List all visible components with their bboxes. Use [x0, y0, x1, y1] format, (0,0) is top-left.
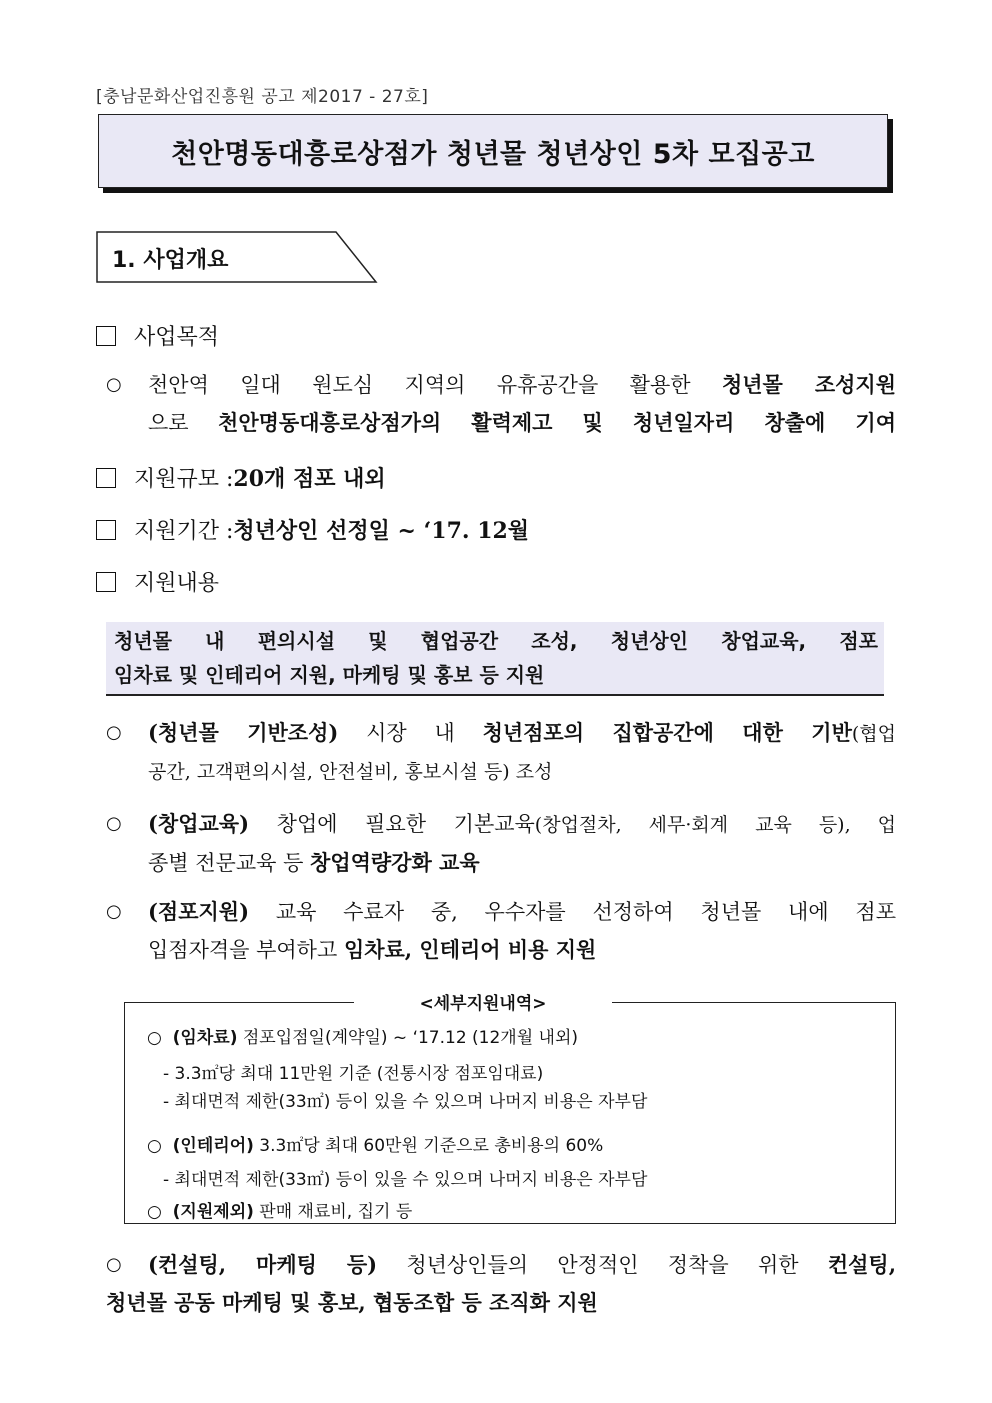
content-label: 지원내용	[134, 571, 220, 596]
item-emphasis-2: 임차료, 인테리어 비용 지원	[343, 937, 597, 962]
item-emphasis: 컨설팅,	[827, 1252, 897, 1277]
purpose-text: 천안역 일대 원도심 지역의 유휴공간을 활용한	[148, 373, 722, 397]
item-consulting	[106, 1246, 896, 1322]
item-mall-foundation	[106, 714, 896, 791]
detail-rent-text: 점포입점일(계약일) ~ ‘17.12 (12개월 내외)	[237, 1028, 579, 1048]
small-circle-bullet-icon: ○	[147, 1202, 162, 1222]
item-store-support	[106, 893, 896, 969]
circle-bullet-icon: ○	[106, 1254, 122, 1275]
item-emphasis: 청년점포의 집합공간에 대한 기반	[482, 720, 852, 745]
notice-number: [충남문화산업진흥원 공고 제2017 - 27호]	[96, 87, 429, 107]
item-head: (청년몰 기반조성)	[148, 720, 339, 745]
detail-interior-sub: - 최대면적 제한(33㎡) 등이 있을 수 있으며 나머지 비용은 자부담	[163, 1170, 648, 1190]
item-text-2: 종별 전문교육 등	[148, 851, 311, 875]
detail-rent-head: (임차료)	[172, 1028, 238, 1048]
circle-bullet-icon: ○	[106, 813, 122, 834]
period-heading	[96, 514, 529, 545]
checkbox-square-icon	[96, 520, 116, 540]
circle-bullet-icon: ○	[106, 901, 122, 922]
section-heading	[96, 231, 378, 283]
detail-exclusion-head: (지원제외)	[172, 1202, 254, 1222]
item-paren: (협업	[851, 723, 897, 745]
item-text-2: 청년몰 공동 마케팅 및 홍보, 협동조합 등 조직화 지원	[106, 1290, 598, 1315]
item-text-2: 입점자격을 부여하고	[148, 938, 344, 962]
item-text: 청년상인들의 안정적인 정착을 위한	[377, 1253, 828, 1277]
detail-interior	[147, 1131, 603, 1156]
period-label: 지원기간 :	[134, 519, 234, 544]
item-head: (점포지원)	[148, 899, 250, 924]
detail-exclusion-text: 판매 재료비, 집기 등	[253, 1202, 413, 1222]
item-emphasis-2: 창업역량강화 교육	[310, 850, 480, 875]
item-head: (컨설팅, 마케팅 등)	[148, 1252, 378, 1277]
circle-bullet-icon: ○	[106, 374, 122, 395]
period-value: 청년상인 선정일 ~ ‘17. 12월	[233, 518, 530, 544]
item-text: 창업에 필요한 기본교육	[249, 812, 535, 836]
purpose-heading	[96, 320, 219, 351]
detail-interior-head: (인테리어)	[172, 1136, 254, 1156]
item-text-2: 공간, 고객편의시설, 안전설비, 홍보시설 등) 조성	[148, 761, 553, 783]
small-circle-bullet-icon: ○	[147, 1028, 162, 1048]
section-heading-label: 1. 사업개요	[112, 248, 229, 273]
detail-rent	[147, 1023, 578, 1048]
content-heading	[96, 566, 219, 597]
detail-exclusion	[147, 1197, 412, 1222]
scale-heading	[96, 462, 386, 493]
title-box	[98, 114, 888, 188]
content-summary-box	[106, 622, 884, 696]
item-head: (창업교육)	[148, 811, 250, 836]
small-circle-bullet-icon: ○	[147, 1136, 162, 1156]
purpose-text-2: 으로	[148, 411, 219, 435]
scale-label: 지원규모 :	[134, 467, 234, 492]
detail-rent-sub-1: - 3.3㎡당 최대 11만원 기준 (전통시장 점포임대료)	[163, 1064, 544, 1084]
purpose-emphasis: 청년몰 조성지원	[721, 372, 897, 397]
item-text: 시장 내	[338, 721, 483, 745]
purpose-label: 사업목적	[134, 325, 220, 350]
support-details-title: <세부지원내역>	[354, 989, 612, 1014]
scale-value: 20개 점포 내외	[233, 466, 386, 492]
summary-line-1: 청년몰 내 편의시설 및 협업공간 조성, 청년상인 창업교육, 점포	[114, 629, 878, 653]
detail-rent-sub-2: - 최대면적 제한(33㎡) 등이 있을 수 있으며 나머지 비용은 자부담	[163, 1092, 648, 1112]
summary-line-2: 임차료 및 인테리어 지원, 마케팅 및 홍보 등 지원	[114, 663, 545, 687]
support-details-box	[124, 994, 896, 1224]
detail-interior-text: 3.3㎡당 최대 60만원 기준으로 총비용의 60%	[253, 1136, 604, 1156]
circle-bullet-icon: ○	[106, 722, 122, 743]
item-text: 교육 수료자 중, 우수자를 선정하여 청년몰 내에 점포	[249, 900, 896, 924]
checkbox-square-icon	[96, 468, 116, 488]
item-startup-education	[106, 805, 896, 882]
checkbox-square-icon	[96, 572, 116, 592]
purpose-emphasis-2: 천안명동대흥로상점가의 활력제고 및 청년일자리 창출에 기여	[218, 410, 896, 435]
page-title: 천안명동대흥로상점가 청년몰 청년상인 5차 모집공고	[171, 138, 815, 170]
purpose-paragraph	[106, 366, 896, 442]
item-paren: (창업절차, 세무·회계 교육 등), 업	[534, 814, 896, 836]
checkbox-square-icon	[96, 326, 116, 346]
